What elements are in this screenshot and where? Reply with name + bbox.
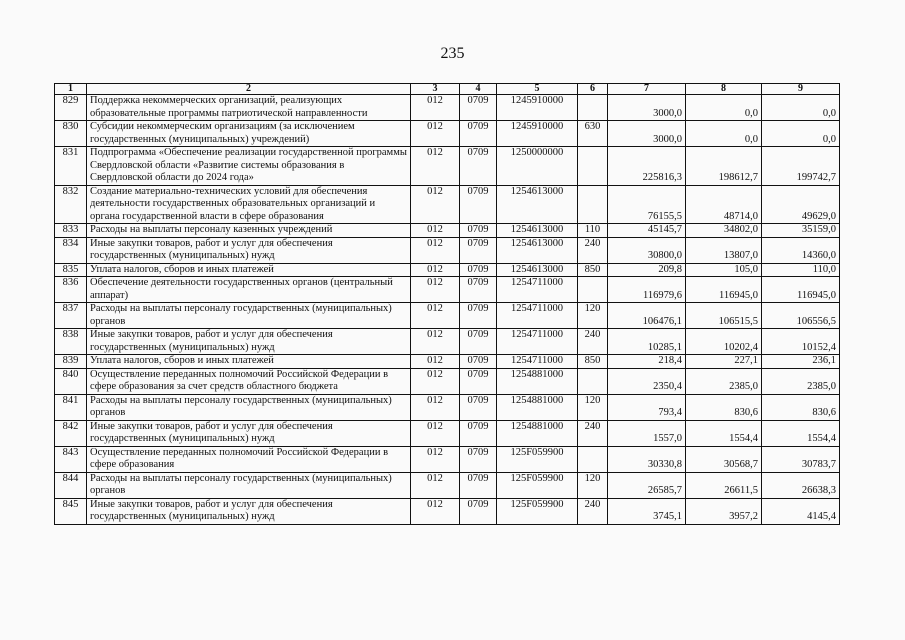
amount-col-7: 116979,6 [608, 277, 686, 303]
amount-col-9: 1554,4 [762, 420, 840, 446]
row-description: Создание материально-технических условий для обеспечения деятельности государственных образовательных организаций и органа государственной власти в сфере образования [87, 185, 411, 224]
row-description: Иные закупки товаров, работ и услуг для обеспечения государственных (муниципальных) нужд [87, 498, 411, 524]
ministry-code: 012 [411, 472, 460, 498]
expense-type-code: 120 [578, 303, 608, 329]
ministry-code: 012 [411, 263, 460, 277]
amount-col-8: 0,0 [686, 121, 762, 147]
amount-col-8: 830,6 [686, 394, 762, 420]
table-row [55, 355, 840, 369]
table-row [55, 224, 840, 238]
expense-type-code: 120 [578, 472, 608, 498]
section-code: 0709 [460, 277, 497, 303]
target-article-code: 1254613000 [497, 185, 578, 224]
row-number: 840 [55, 368, 87, 394]
row-number: 830 [55, 121, 87, 147]
amount-col-9: 35159,0 [762, 224, 840, 238]
amount-col-9: 106556,5 [762, 303, 840, 329]
row-description: Подпрограмма «Обеспечение реализации государственной программы Свердловской области «Развитие системы образования в Свердловской области до 2024 года» [87, 147, 411, 186]
section-code: 0709 [460, 355, 497, 369]
column-header: 9 [762, 84, 840, 95]
ministry-code: 012 [411, 121, 460, 147]
table-row [55, 472, 840, 498]
column-header: 5 [497, 84, 578, 95]
ministry-code: 012 [411, 95, 460, 121]
target-article-code: 1254881000 [497, 394, 578, 420]
ministry-code: 012 [411, 224, 460, 238]
section-code: 0709 [460, 472, 497, 498]
row-description: Расходы на выплаты персоналу казенных учреждений [87, 224, 411, 238]
amount-col-9: 49629,0 [762, 185, 840, 224]
amount-col-8: 30568,7 [686, 446, 762, 472]
row-number: 841 [55, 394, 87, 420]
table-row [55, 185, 840, 224]
row-number: 835 [55, 263, 87, 277]
column-header: 7 [608, 84, 686, 95]
section-code: 0709 [460, 263, 497, 277]
row-number: 839 [55, 355, 87, 369]
table-row [55, 237, 840, 263]
column-header: 2 [87, 84, 411, 95]
page-number: 235 [440, 45, 465, 62]
table-row [55, 121, 840, 147]
row-number: 844 [55, 472, 87, 498]
amount-col-9: 0,0 [762, 95, 840, 121]
column-header: 3 [411, 84, 460, 95]
ministry-code: 012 [411, 498, 460, 524]
amount-col-9: 110,0 [762, 263, 840, 277]
table-row [55, 147, 840, 186]
column-header: 4 [460, 84, 497, 95]
amount-col-9: 4145,4 [762, 498, 840, 524]
target-article-code: 1254881000 [497, 420, 578, 446]
expense-type-code [578, 277, 608, 303]
table-row [55, 303, 840, 329]
amount-col-7: 30330,8 [608, 446, 686, 472]
amount-col-8: 0,0 [686, 95, 762, 121]
row-description: Обеспечение деятельности государственных органов (центральный аппарат) [87, 277, 411, 303]
amount-col-7: 3745,1 [608, 498, 686, 524]
amount-col-8: 2385,0 [686, 368, 762, 394]
expense-type-code: 120 [578, 394, 608, 420]
section-code: 0709 [460, 394, 497, 420]
row-description: Расходы на выплаты персоналу государственных (муниципальных) органов [87, 303, 411, 329]
row-number: 834 [55, 237, 87, 263]
row-description: Субсидии некоммерческим организациям (за исключением государственных (муниципальных) учреждений) [87, 121, 411, 147]
amount-col-7: 3000,0 [608, 121, 686, 147]
target-article-code: 125F059900 [497, 446, 578, 472]
section-code: 0709 [460, 185, 497, 224]
amount-col-9: 830,6 [762, 394, 840, 420]
target-article-code: 1245910000 [497, 95, 578, 121]
table-row [55, 95, 840, 121]
expense-type-code: 240 [578, 498, 608, 524]
amount-col-8: 34802,0 [686, 224, 762, 238]
ministry-code: 012 [411, 368, 460, 394]
row-description: Уплата налогов, сборов и иных платежей [87, 263, 411, 277]
target-article-code: 1254613000 [497, 224, 578, 238]
target-article-code: 1254613000 [497, 263, 578, 277]
amount-col-9: 236,1 [762, 355, 840, 369]
row-description: Осуществление переданных полномочий Российской Федерации в сфере образования за счет средств областного бюджета [87, 368, 411, 394]
row-number: 829 [55, 95, 87, 121]
amount-col-8: 116945,0 [686, 277, 762, 303]
amount-col-9: 26638,3 [762, 472, 840, 498]
expense-type-code: 240 [578, 237, 608, 263]
expense-type-code: 630 [578, 121, 608, 147]
amount-col-7: 218,4 [608, 355, 686, 369]
ministry-code: 012 [411, 446, 460, 472]
expense-type-code [578, 446, 608, 472]
expense-type-code: 850 [578, 355, 608, 369]
target-article-code: 1254711000 [497, 277, 578, 303]
amount-col-9: 116945,0 [762, 277, 840, 303]
row-number: 832 [55, 185, 87, 224]
target-article-code: 1250000000 [497, 147, 578, 186]
section-code: 0709 [460, 303, 497, 329]
ministry-code: 012 [411, 394, 460, 420]
expense-type-code: 240 [578, 329, 608, 355]
amount-col-9: 0,0 [762, 121, 840, 147]
amount-col-8: 3957,2 [686, 498, 762, 524]
ministry-code: 012 [411, 147, 460, 186]
amount-col-9: 2385,0 [762, 368, 840, 394]
amount-col-8: 1554,4 [686, 420, 762, 446]
ministry-code: 012 [411, 355, 460, 369]
amount-col-8: 105,0 [686, 263, 762, 277]
section-code: 0709 [460, 420, 497, 446]
column-header: 6 [578, 84, 608, 95]
row-description: Осуществление переданных полномочий Российской Федерации в сфере образования [87, 446, 411, 472]
row-description: Иные закупки товаров, работ и услуг для обеспечения государственных (муниципальных) нужд [87, 329, 411, 355]
ministry-code: 012 [411, 237, 460, 263]
target-article-code: 1254711000 [497, 329, 578, 355]
row-number: 831 [55, 147, 87, 186]
expense-type-code: 110 [578, 224, 608, 238]
amount-col-8: 26611,5 [686, 472, 762, 498]
amount-col-8: 48714,0 [686, 185, 762, 224]
ministry-code: 012 [411, 185, 460, 224]
amount-col-7: 10285,1 [608, 329, 686, 355]
expense-type-code [578, 147, 608, 186]
row-description: Уплата налогов, сборов и иных платежей [87, 355, 411, 369]
section-code: 0709 [460, 329, 497, 355]
amount-col-7: 2350,4 [608, 368, 686, 394]
section-code: 0709 [460, 498, 497, 524]
row-number: 842 [55, 420, 87, 446]
amount-col-8: 106515,5 [686, 303, 762, 329]
target-article-code: 1254711000 [497, 303, 578, 329]
amount-col-8: 10202,4 [686, 329, 762, 355]
amount-col-7: 225816,3 [608, 147, 686, 186]
amount-col-7: 76155,5 [608, 185, 686, 224]
amount-col-8: 227,1 [686, 355, 762, 369]
row-number: 845 [55, 498, 87, 524]
amount-col-8: 13807,0 [686, 237, 762, 263]
row-number: 833 [55, 224, 87, 238]
row-number: 838 [55, 329, 87, 355]
amount-col-8: 198612,7 [686, 147, 762, 186]
ministry-code: 012 [411, 277, 460, 303]
amount-col-7: 1557,0 [608, 420, 686, 446]
section-code: 0709 [460, 147, 497, 186]
amount-col-7: 45145,7 [608, 224, 686, 238]
amount-col-9: 14360,0 [762, 237, 840, 263]
row-description: Расходы на выплаты персоналу государственных (муниципальных) органов [87, 472, 411, 498]
row-description: Иные закупки товаров, работ и услуг для обеспечения государственных (муниципальных) нужд [87, 237, 411, 263]
amount-col-7: 26585,7 [608, 472, 686, 498]
table-row [55, 329, 840, 355]
table-row [55, 263, 840, 277]
expense-type-code: 850 [578, 263, 608, 277]
expense-type-code [578, 185, 608, 224]
budget-table [54, 83, 840, 525]
column-header: 1 [55, 84, 87, 95]
table-row [55, 277, 840, 303]
column-header: 8 [686, 84, 762, 95]
amount-col-7: 209,8 [608, 263, 686, 277]
ministry-code: 012 [411, 420, 460, 446]
table-row [55, 368, 840, 394]
row-description: Поддержка некоммерческих организаций, реализующих образовательные программы патриотической направленности [87, 95, 411, 121]
row-description: Иные закупки товаров, работ и услуг для обеспечения государственных (муниципальных) нужд [87, 420, 411, 446]
row-number: 837 [55, 303, 87, 329]
target-article-code: 125F059900 [497, 472, 578, 498]
expense-type-code [578, 368, 608, 394]
expense-type-code [578, 95, 608, 121]
section-code: 0709 [460, 446, 497, 472]
table-row [55, 420, 840, 446]
table-row [55, 498, 840, 524]
amount-col-9: 199742,7 [762, 147, 840, 186]
row-number: 843 [55, 446, 87, 472]
section-code: 0709 [460, 95, 497, 121]
section-code: 0709 [460, 224, 497, 238]
amount-col-7: 106476,1 [608, 303, 686, 329]
amount-col-7: 793,4 [608, 394, 686, 420]
section-code: 0709 [460, 237, 497, 263]
row-description: Расходы на выплаты персоналу государственных (муниципальных) органов [87, 394, 411, 420]
ministry-code: 012 [411, 329, 460, 355]
table-row [55, 446, 840, 472]
section-code: 0709 [460, 121, 497, 147]
row-number: 836 [55, 277, 87, 303]
amount-col-7: 3000,0 [608, 95, 686, 121]
target-article-code: 1254613000 [497, 237, 578, 263]
section-code: 0709 [460, 368, 497, 394]
target-article-code: 1245910000 [497, 121, 578, 147]
table-header-row [55, 84, 840, 95]
ministry-code: 012 [411, 303, 460, 329]
amount-col-9: 30783,7 [762, 446, 840, 472]
target-article-code: 125F059900 [497, 498, 578, 524]
target-article-code: 1254881000 [497, 368, 578, 394]
amount-col-7: 30800,0 [608, 237, 686, 263]
table-row [55, 394, 840, 420]
amount-col-9: 10152,4 [762, 329, 840, 355]
target-article-code: 1254711000 [497, 355, 578, 369]
expense-type-code: 240 [578, 420, 608, 446]
table-body [55, 95, 840, 525]
